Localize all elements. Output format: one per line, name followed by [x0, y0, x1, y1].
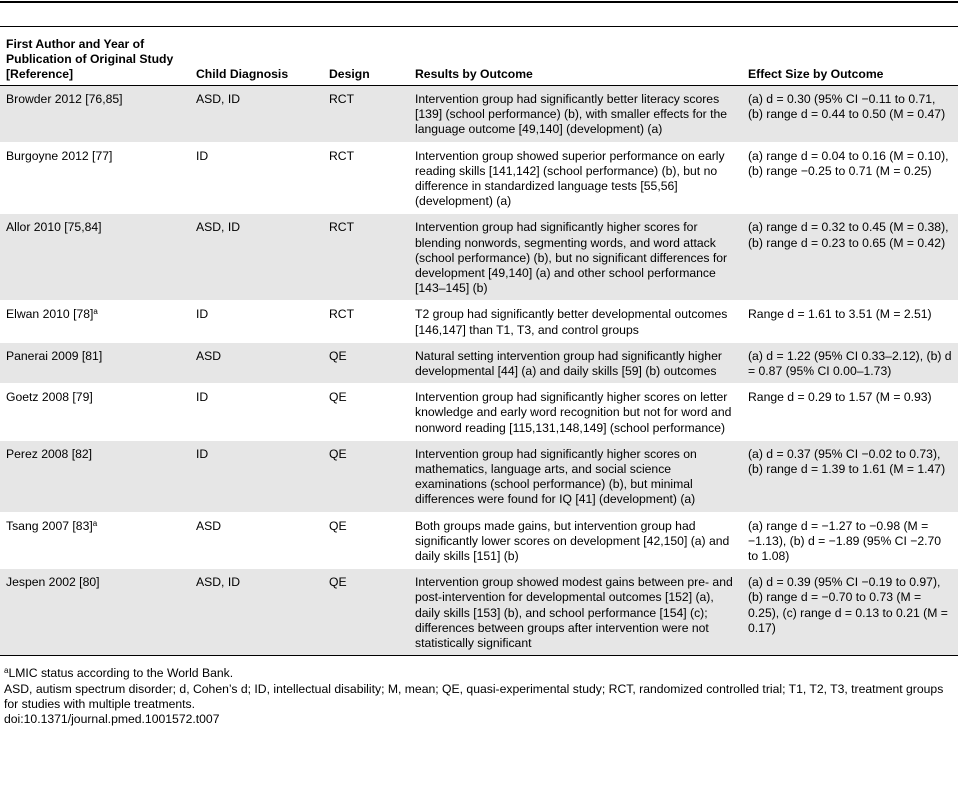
results-cell [409, 512, 742, 569]
design-cell [323, 569, 409, 656]
design-cell [323, 384, 409, 441]
study-cell [0, 569, 190, 656]
table-row [0, 86, 958, 143]
diagnosis-cell-text: ASD [196, 518, 222, 533]
results-cell-text: Intervention group showed modest gains between pre- and post-intervention for developmental outcomes [152] (a), daily skills [153] (b), and school performance [154] (c); differences between groups after intervention were not statistically significant [415, 575, 733, 651]
diagnosis-cell-text: ID [196, 148, 209, 163]
study-cell-text: Jespen 2002 [80] [6, 575, 100, 590]
table-row [0, 301, 958, 342]
effect-size-cell-text: (a) range d = 0.04 to 0.16 (M = 0.10), (b) range −0.25 to 0.71 (M = 0.25) [748, 148, 949, 178]
design-cell-text: RCT [329, 220, 355, 235]
table-container [0, 1, 958, 727]
study-cell-text: Allor 2010 [75,84] [6, 220, 102, 235]
design-cell-text: RCT [329, 307, 355, 322]
study-cell-text: Elwan 2010 [78] [6, 307, 94, 322]
table-row [0, 512, 958, 569]
header-design: Design [323, 27, 409, 86]
study-cell [0, 301, 190, 342]
results-cell [409, 86, 742, 143]
table-body [0, 86, 958, 656]
diagnosis-cell-text: ASD [196, 348, 222, 363]
effect-size-cell-text: (a) d = 0.39 (95% CI −0.19 to 0.97), (b) range d = −0.70 to 0.73 (M = 0.25), (c) range d = 0.13 to 0.21 (M = 0.17) [748, 575, 948, 635]
diagnosis-cell-text: ASD, ID [196, 220, 241, 235]
design-cell [323, 142, 409, 214]
design-cell-text: QE [329, 348, 347, 363]
results-cell-text: Natural setting intervention group had significantly higher developmental [44] (a) and daily skills [59] (b) outcomes [415, 348, 722, 379]
effect-size-cell [742, 142, 958, 214]
diagnosis-cell [190, 86, 323, 143]
diagnosis-cell [190, 384, 323, 441]
diagnosis-cell-text: ID [196, 390, 209, 405]
study-cell-text: Goetz 2008 [79] [6, 390, 93, 405]
effect-size-cell [742, 86, 958, 143]
effect-size-cell-text: Range d = 1.61 to 3.51 (M = 2.51) [748, 307, 932, 322]
study-cell [0, 512, 190, 569]
header-diagnosis: Child Diagnosis [190, 27, 323, 86]
effect-size-cell [742, 512, 958, 569]
results-cell-text: Intervention group had significantly better literacy scores [139] (school performance) (b), with smaller effects for the language outcome [49,140] (development) (a) [415, 92, 728, 137]
study-cell [0, 384, 190, 441]
table-row [0, 569, 958, 656]
effect-size-cell-text: Range d = 0.29 to 1.57 (M = 0.93) [748, 390, 932, 405]
results-cell-text: T2 group had significantly better developmental outcomes [146,147] than T1, T3, and control groups [415, 307, 728, 337]
study-cell [0, 142, 190, 214]
effect-size-cell [742, 569, 958, 656]
design-cell-text: RCT [329, 148, 355, 163]
study-cell [0, 342, 190, 383]
effect-size-cell [742, 440, 958, 512]
design-cell-text: QE [329, 446, 347, 461]
results-cell-text: Intervention group had significantly higher scores for blending nonwords, segmenting words, and word attack (school performance) (b), but no significant differences for development [49,140] (a) and other school performance [143–145] (b) [415, 220, 728, 296]
design-cell [323, 342, 409, 383]
footnote-a-text: LMIC status according to the World Bank. [8, 666, 234, 681]
table-row [0, 342, 958, 383]
results-cell-text: Intervention group had significantly higher scores on mathematics, language arts, and social science examinations (school performance) (b), but minimal differences were found for IQ [41] (development) (a) [415, 446, 697, 507]
study-cell-text: Panerai 2009 [81] [6, 348, 103, 363]
diagnosis-cell [190, 440, 323, 512]
effect-size-cell [742, 214, 958, 301]
results-cell-text: Both groups made gains, but intervention group had significantly lower scores on development [42,150] (a) and daily skills [151] (b) [415, 518, 730, 564]
diagnosis-cell-text: ID [196, 307, 209, 322]
results-cell [409, 342, 742, 383]
diagnosis-cell [190, 569, 323, 656]
top-gap [0, 3, 958, 26]
footnote-a [4, 666, 954, 681]
effect-size-cell-text: (a) d = 0.37 (95% CI −0.02 to 0.73), (b) range d = 1.39 to 1.61 (M = 1.47) [748, 446, 946, 477]
study-cell [0, 214, 190, 301]
study-cell-text: Browder 2012 [76,85] [6, 92, 123, 106]
footnote-marker: a [93, 307, 98, 317]
effect-size-cell-text: (a) d = 1.22 (95% CI 0.33–2.12), (b) d = 0.87 (95% CI 0.00–1.73) [748, 348, 952, 379]
abbreviations-note: ASD, autism spectrum disorder; d, Cohen’s d; ID, intellectual disability; M, mean; QE, quasi-experimental study; RCT, randomized controlled trial; T1, T2, T3, treatment groups for studies with multiple treatments. [4, 681, 944, 711]
study-cell [0, 440, 190, 512]
results-cell-text: Intervention group showed superior performance on early reading skills [141,142] (school performance) (b), but no difference in standardized language tests [55,56] (development) (a) [415, 148, 725, 209]
design-cell-text: RCT [329, 92, 355, 106]
design-cell-text: QE [329, 575, 347, 590]
study-cell-text: Perez 2008 [82] [6, 446, 93, 461]
effect-size-cell [742, 301, 958, 342]
design-cell [323, 214, 409, 301]
design-cell [323, 512, 409, 569]
design-cell-text: QE [329, 518, 347, 533]
effect-size-cell [742, 342, 958, 383]
header-study: First Author and Year of Publication of Original Study [Reference] [0, 27, 190, 86]
effect-size-cell-text: (a) range d = −1.27 to −0.98 (M = −1.13), (b) d = −1.89 (95% CI −2.70 to 1.08) [748, 518, 942, 564]
results-cell [409, 569, 742, 656]
table-row [0, 384, 958, 441]
header-results: Results by Outcome [409, 27, 742, 86]
study-cell-text: Burgoyne 2012 [77] [6, 148, 113, 163]
diagnosis-cell-text: ASD, ID [196, 92, 241, 106]
effect-size-cell [742, 384, 958, 441]
table-row [0, 142, 958, 214]
design-cell [323, 301, 409, 342]
results-cell-text: Intervention group had significantly higher scores on letter knowledge and early word recognition but not for word and nonword reading [115,131,148,149] (school performance) [415, 390, 732, 435]
studies-table [0, 27, 958, 656]
effect-size-cell-text: (a) d = 0.30 (95% CI −0.11 to 0.71, (b) range d = 0.44 to 0.50 (M = 0.47) [748, 92, 946, 122]
results-cell [409, 142, 742, 214]
footnote-a-marker: a [4, 666, 9, 676]
results-cell [409, 301, 742, 342]
table-row [0, 214, 958, 301]
study-cell [0, 86, 190, 143]
doi-text: doi:10.1371/journal.pmed.1001572.t007 [4, 711, 220, 726]
results-cell [409, 214, 742, 301]
table-row [0, 440, 958, 512]
diagnosis-cell-text: ID [196, 446, 209, 461]
diagnosis-cell [190, 512, 323, 569]
results-cell [409, 384, 742, 441]
diagnosis-cell-text: ASD, ID [196, 575, 241, 590]
diagnosis-cell [190, 301, 323, 342]
design-cell [323, 440, 409, 512]
effect-size-cell-text: (a) range d = 0.32 to 0.45 (M = 0.38), (b) range d = 0.23 to 0.65 (M = 0.42) [748, 220, 949, 250]
diagnosis-cell [190, 142, 323, 214]
table-header-row [0, 27, 958, 86]
header-effect-size: Effect Size by Outcome [742, 27, 958, 86]
study-cell-text: Tsang 2007 [83] [6, 518, 93, 533]
design-cell-text: QE [329, 390, 347, 405]
footnote-marker: a [92, 518, 98, 528]
diagnosis-cell [190, 214, 323, 301]
results-cell [409, 440, 742, 512]
table-footer [0, 656, 958, 727]
diagnosis-cell [190, 342, 323, 383]
design-cell [323, 86, 409, 143]
